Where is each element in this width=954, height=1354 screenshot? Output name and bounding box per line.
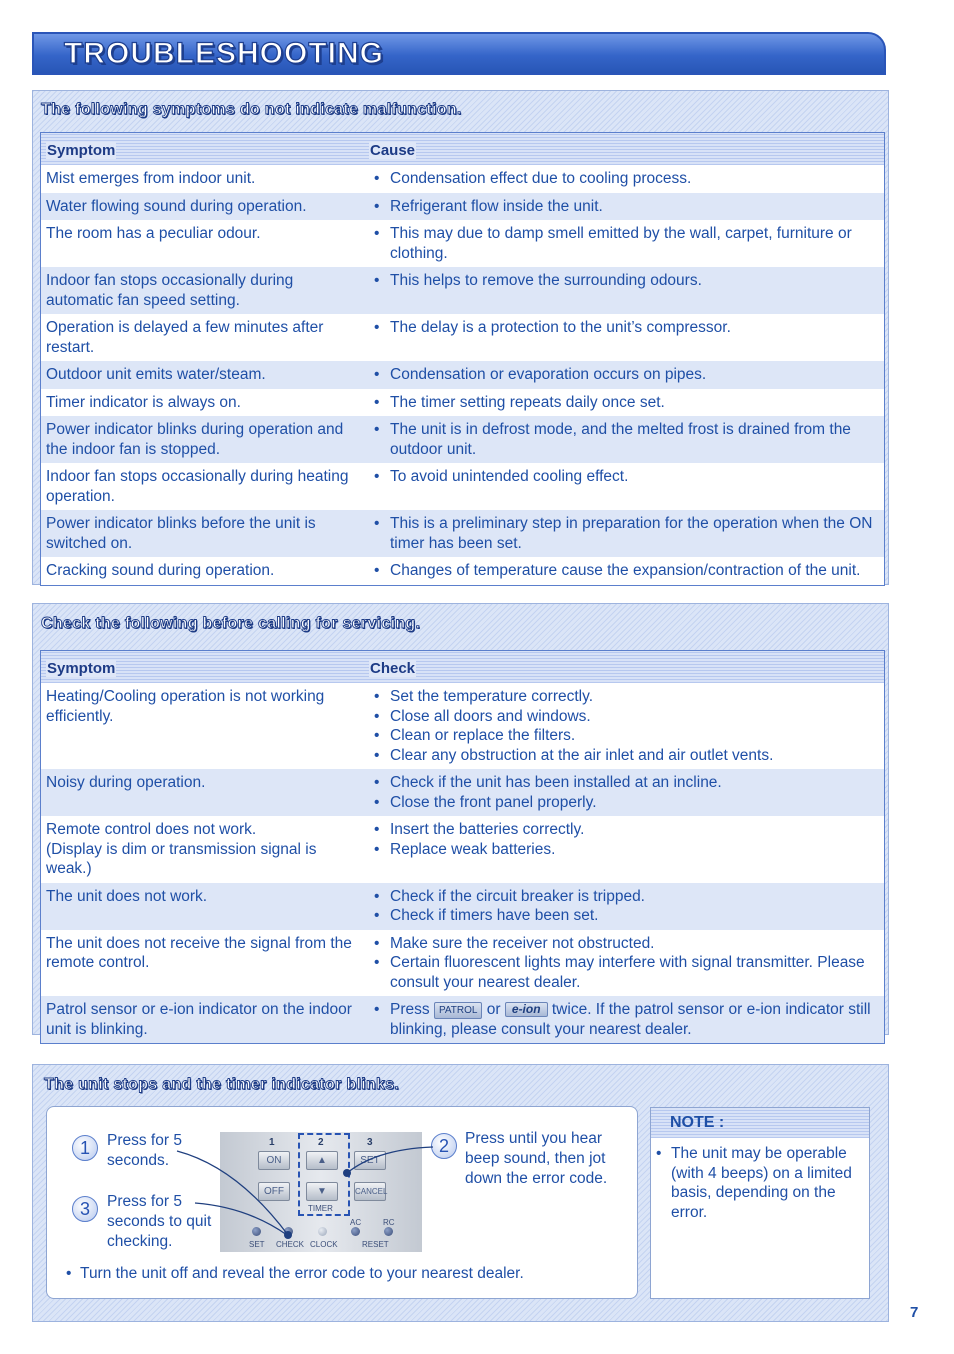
symptom-cell: The unit does not receive the signal from the remote control. — [46, 934, 352, 971]
col-symptom: Symptom — [47, 142, 116, 159]
servicing-table — [40, 650, 885, 1044]
section-timer-blinks — [32, 1064, 889, 1322]
symptom-cell: Power indicator blinks during operation and the indoor fan is stopped. — [46, 421, 344, 458]
list-item: • Clear any obstruction at the air inlet and air outlet vents. — [374, 746, 880, 766]
table-row — [41, 389, 884, 417]
e-ion-button-icon: e-ion — [505, 1002, 548, 1017]
cause-cell — [364, 416, 884, 463]
symptom-cell: Cracking sound during operation. — [46, 562, 275, 579]
step-1-text: Press for 5 seconds. — [107, 1132, 182, 1169]
cause-cell — [364, 683, 884, 769]
set-dot-icon — [252, 1227, 261, 1236]
symptom-cell: Indoor fan stops occasionally during heating operation. — [46, 468, 349, 505]
list-item: • Refrigerant flow inside the unit. — [374, 197, 880, 217]
cause-cell — [364, 165, 884, 193]
section-timer-heading: The unit stops and the timer indicator blinks. — [44, 1076, 400, 1093]
clock-dot-icon — [318, 1227, 327, 1236]
list-item: • To avoid unintended cooling effect. — [374, 467, 880, 487]
table-row — [41, 361, 884, 389]
list-item: • The delay is a protection to the unit’s compressor. — [374, 318, 880, 338]
title-bar — [32, 32, 886, 75]
table-row — [41, 314, 884, 361]
cause-cell — [364, 769, 884, 816]
cause-cell — [364, 193, 884, 221]
symptom-cell: The unit does not work. — [46, 887, 208, 905]
section-symptoms-heading: The following symptoms do not indicate malfunction. — [41, 101, 462, 118]
list-item: • Clean or replace the filters. — [374, 726, 880, 746]
cause-cell — [364, 220, 884, 267]
cause-cell — [364, 463, 884, 510]
list-item: • Changes of temperature cause the expansion/contraction of the unit. — [374, 561, 880, 581]
on-button: ON — [258, 1151, 290, 1170]
section-servicing-heading: Check the following before calling for servicing. — [41, 615, 421, 632]
list-item: • Set the temperature correctly. — [374, 687, 880, 707]
table-header — [41, 651, 884, 683]
list-item: • Certain fluorescent lights may interfere with signal transmitter. Please consult your nearest dealer. — [374, 953, 880, 992]
symptom-cell: Operation is delayed a few minutes after restart. — [46, 319, 324, 356]
cause-cell — [364, 816, 884, 883]
check-cell — [364, 996, 884, 1043]
timer-label: TIMER — [308, 1204, 333, 1213]
section-symptoms — [32, 90, 889, 585]
symptom-cell: Timer indicator is always on. — [46, 393, 241, 411]
list-item: • Check if timers have been set. — [374, 906, 880, 926]
list-item: • Close all doors and windows. — [374, 707, 880, 727]
list-item: • Condensation effect due to cooling process. — [374, 169, 880, 189]
list-item: • Close the front panel properly. — [374, 793, 880, 813]
table-row — [41, 193, 884, 221]
symptom-cell: Power indicator blinks before the unit is switched on. — [46, 515, 316, 552]
symptom-cell: Indoor fan stops occasionally during automatic fan speed setting. — [46, 272, 294, 309]
table-row — [41, 510, 884, 557]
symptom-cell: Water flowing sound during operation. — [46, 197, 307, 215]
symptoms-table — [40, 132, 885, 586]
table-row — [41, 816, 884, 883]
cancel-button: CANCEL — [354, 1182, 386, 1201]
col-cause: Cause — [370, 142, 416, 159]
col-symptom: Symptom — [47, 660, 116, 677]
cause-cell — [364, 557, 884, 585]
symptom-cell: Patrol sensor or e-ion indicator on the indoor unit is blinking. — [46, 1001, 352, 1038]
table-row — [41, 267, 884, 314]
step-3-text: Press for 5 seconds to quit checking. — [107, 1193, 212, 1250]
list-item: • Check if the circuit breaker is tripped. — [374, 887, 880, 907]
check-item: • Press PATROL or e-ion twice. If the patrol sensor or e-ion indicator still blinking, please consult your nearest dealer. — [374, 1000, 880, 1039]
cause-cell — [364, 510, 884, 557]
table-row — [41, 996, 884, 1043]
table-row — [41, 557, 884, 585]
table-row — [41, 165, 884, 193]
table-body — [41, 683, 884, 996]
step-2-icon: 2 — [431, 1133, 457, 1159]
cause-cell — [364, 314, 884, 361]
step-3-icon: 3 — [72, 1196, 98, 1222]
check-dot-icon — [284, 1227, 293, 1236]
list-item: • This may due to damp smell emitted by the wall, carpet, furniture or clothing. — [374, 224, 880, 263]
cause-cell — [364, 361, 884, 389]
cause-cell — [364, 389, 884, 417]
table-body — [41, 165, 884, 585]
list-item: • Condensation or evaporation occurs on pipes. — [374, 365, 880, 385]
symptom-cell: The room has a peculiar odour. — [46, 225, 261, 242]
up-button: ▲ — [306, 1151, 338, 1170]
list-item: • Replace weak batteries. — [374, 840, 880, 860]
cause-cell — [364, 883, 884, 930]
page-title: TROUBLESHOOTING — [64, 37, 384, 70]
col-check: Check — [370, 660, 416, 677]
rc-dot-icon — [384, 1227, 393, 1236]
list-item: • Insert the batteries correctly. — [374, 820, 880, 840]
step-2-text: Press until you hear beep sound, then jot down the error code. — [465, 1130, 608, 1187]
symptom-cell: Mist emerges from indoor unit. — [46, 170, 256, 187]
note-title: NOTE : — [670, 1114, 725, 1131]
list-item: • The unit is in defrost mode, and the melted frost is drained from the outdoor unit. — [374, 420, 880, 459]
table-row — [41, 683, 884, 769]
set-button: SET — [354, 1151, 386, 1170]
cause-cell — [364, 267, 884, 314]
symptom-cell: Outdoor unit emits water/steam. — [46, 366, 266, 383]
symptom-cell: Heating/Cooling operation is not working efficiently. — [46, 688, 325, 725]
list-item: • This is a preliminary step in preparation for the operation when the ON timer has been set. — [374, 514, 880, 553]
off-button: OFF — [258, 1182, 290, 1201]
table-row — [41, 930, 884, 997]
section-servicing — [32, 603, 889, 1038]
remote-control-illustration: 1 2 3 ON ▲ SET OFF ▼ CANCEL TIMER AC RC SET CHECK CLOCK RESET — [220, 1132, 422, 1252]
step-1-icon: 1 — [72, 1135, 98, 1161]
symptom-cell: Noisy during operation. — [46, 774, 206, 791]
note-header — [651, 1108, 869, 1138]
instructions-box — [46, 1106, 638, 1299]
table-header — [41, 133, 884, 165]
table-row — [41, 463, 884, 510]
note-box — [650, 1107, 870, 1299]
list-item: • Check if the unit has been installed at an incline. — [374, 773, 880, 793]
ac-dot-icon — [351, 1227, 360, 1236]
table-row — [41, 220, 884, 267]
table-row — [41, 883, 884, 930]
page-number: 7 — [910, 1304, 919, 1321]
table-row — [41, 416, 884, 463]
list-item: • This helps to remove the surrounding odours. — [374, 271, 880, 291]
table-row — [41, 769, 884, 816]
note-text: • The unit may be operable (with 4 beeps) on a limited basis, depending on the error. — [656, 1144, 865, 1222]
down-button: ▼ — [306, 1182, 338, 1201]
cause-cell — [364, 930, 884, 997]
patrol-button-icon: PATROL — [434, 1002, 483, 1019]
symptom-cell: Remote control does not work. (Display is dim or transmission signal is weak.) — [46, 821, 317, 877]
footer-note: • Turn the unit off and reveal the error code to your nearest dealer. — [66, 1265, 524, 1282]
list-item: • The timer setting repeats daily once set. — [374, 393, 880, 413]
list-item: • Make sure the receiver not obstructed. — [374, 934, 880, 954]
